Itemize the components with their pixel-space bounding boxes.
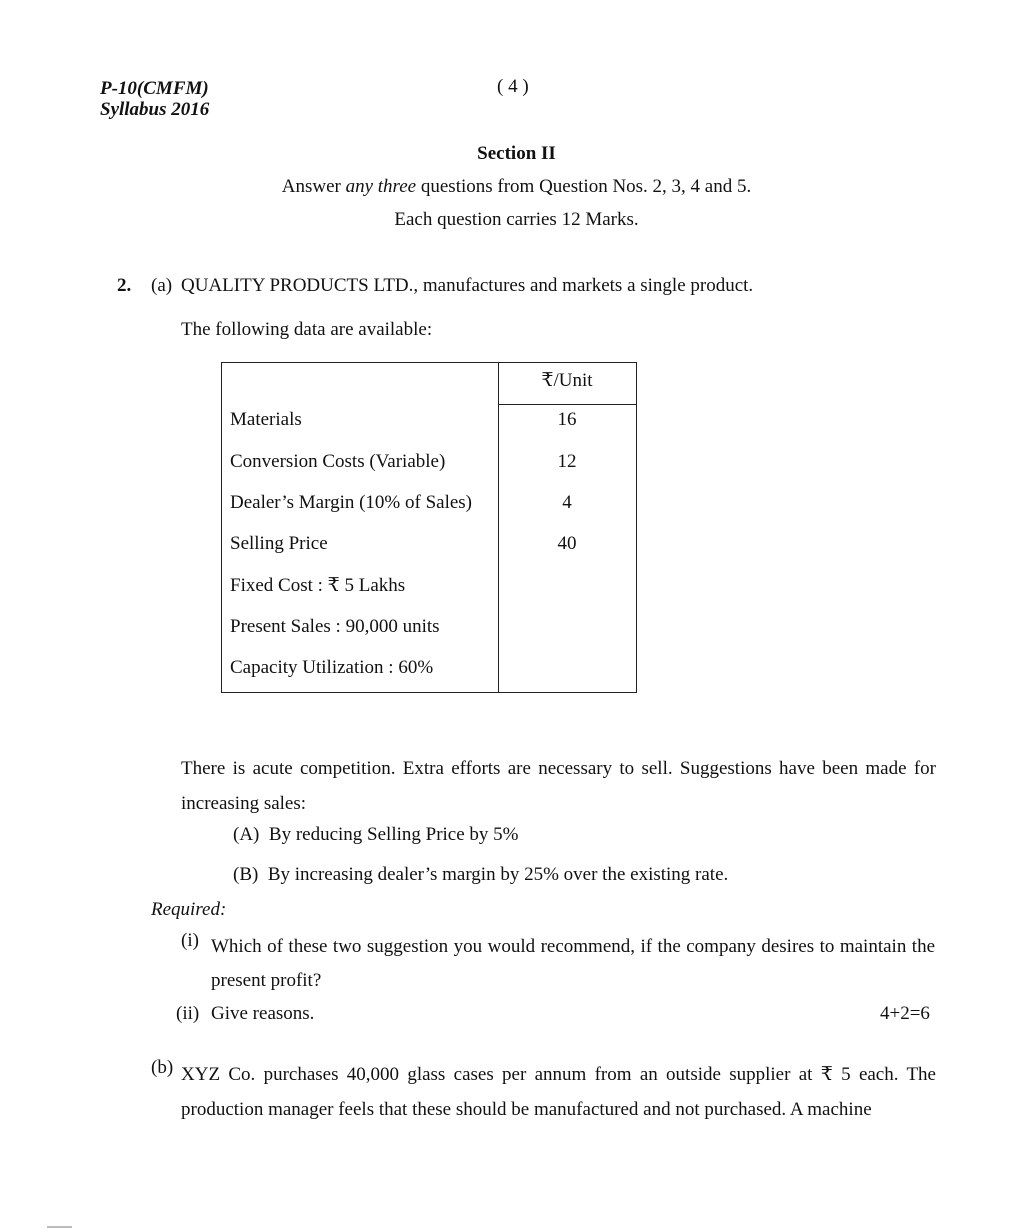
instruction-prefix: Answer (281, 176, 346, 197)
requirement-ii-text: Give reasons. (211, 1003, 315, 1024)
table-row-label: Capacity Utilization : 60% (230, 657, 434, 678)
table-row-value: 40 (557, 533, 577, 554)
unit-column-header: ₹/Unit (541, 370, 593, 391)
part-b-text: XYZ Co. purchases 40,000 glass cases per annum from an outside supplier at ₹ 5 each. The production manager feels that these should be manufactured and not purchased. A machine (181, 1064, 936, 1120)
page-number: ( 4 ) (497, 76, 529, 97)
section-instruction (0, 176, 1023, 198)
table-row-label: Materials (230, 409, 302, 430)
required-label: Required: (151, 899, 227, 920)
table-row-value: 12 (557, 451, 577, 472)
suggestion-text: By increasing dealer’s margin by 25% over the existing rate. (267, 864, 729, 885)
instruction-suffix: questions from Question Nos. 2, 3, 4 and 5. (416, 176, 752, 197)
marks-note: Each question carries 12 Marks. (394, 209, 639, 230)
table-row-label: Conversion Costs (Variable) (230, 451, 446, 472)
table-row-value: 4 (562, 492, 572, 513)
requirement-i-label: (i) (181, 930, 199, 951)
instruction-emphasis: any three (345, 176, 417, 197)
table-row-label: Selling Price (230, 533, 328, 554)
table-row-label: Dealer’s Margin (10% of Sales) (230, 492, 473, 513)
requirement-ii-label: (ii) (176, 1003, 200, 1024)
part-a-label: (a) (151, 275, 173, 296)
section-title: Section II (477, 143, 556, 164)
suggestion-text: By reducing Selling Price by 5% (268, 824, 519, 845)
suggestion-b (233, 864, 728, 886)
syllabus-year: Syllabus 2016 (100, 99, 210, 120)
requirement-i-text: Which of these two suggestion you would recommend, if the company desires to maintain the present profit? (211, 936, 935, 991)
data-intro: The following data are available: (181, 319, 433, 340)
suggestion-label: (A) (233, 824, 260, 845)
table-row-label: Fixed Cost : ₹ 5 Lakhs (230, 575, 406, 596)
part-a-intro: QUALITY PRODUCTS LTD., manufactures and markets a single product. (181, 275, 754, 296)
suggestion-label: (B) (233, 864, 259, 885)
footer-mark (47, 1226, 72, 1228)
part-b-label: (b) (151, 1057, 174, 1078)
cost-data-table (221, 362, 637, 693)
question-number: 2. (117, 275, 132, 296)
table-row-label: Present Sales : 90,000 units (230, 616, 440, 637)
header-rule (498, 404, 636, 405)
table-row-value: 16 (557, 409, 577, 430)
marks-allocation: 4+2=6 (880, 1003, 930, 1024)
paper-code: P-10(CMFM) (100, 78, 209, 99)
context-paragraph: There is acute competition. Extra efforts are necessary to sell. Suggestions have been made for increasing sales: (181, 758, 936, 814)
suggestion-a (233, 824, 519, 846)
